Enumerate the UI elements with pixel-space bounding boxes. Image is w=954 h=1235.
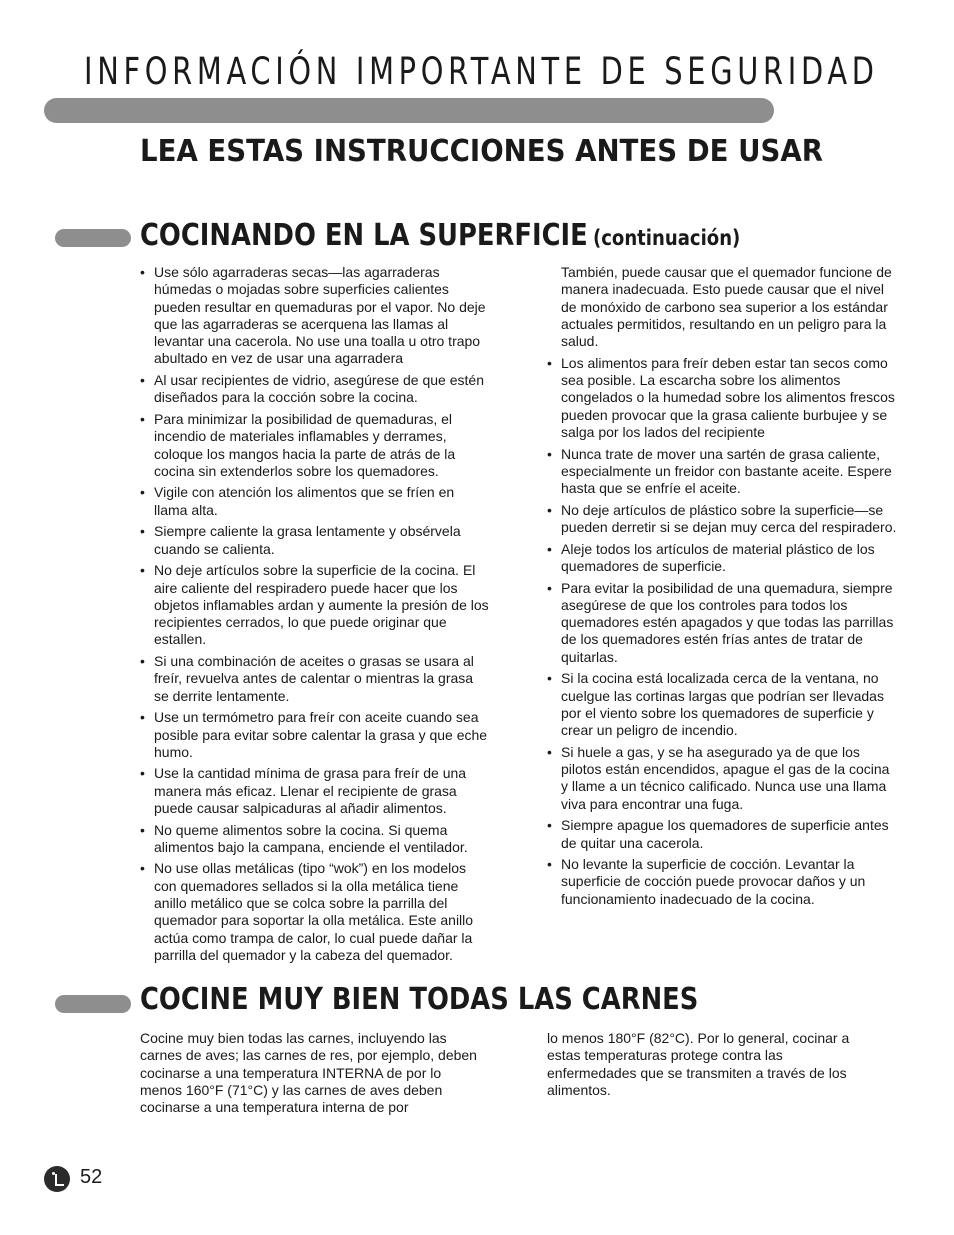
bullet-list bbox=[140, 264, 490, 964]
page-subtitle: LEA ESTAS INSTRUCCIONES ANTES DE USAR bbox=[140, 134, 823, 169]
bullet-item: • Vigile con atención los alimentos que se fríen en llama alta. bbox=[140, 484, 490, 519]
section-marker bbox=[55, 995, 131, 1013]
section2-left-column bbox=[140, 1030, 480, 1121]
bullet-item: • Si huele a gas, y se ha asegurado ya de que los pilotos están encendidos, apague el gas de la cocina y llame a un técnico calificado. Nunca use una llama viva para encontrar una fuga. bbox=[547, 744, 897, 813]
bullet-item: • No use ollas metálicas (tipo “wok”) en los modelos con quemadores sellados si la olla metálica tiene anillo metálico que se colca sobre la parrilla del quemador para soportar la olla metálica. Este anillo actúa como trampa de calor, lo cual puede dañar la parrilla del quemador y la cabeza del quemador. bbox=[140, 860, 490, 964]
section2-right-column bbox=[547, 1030, 867, 1103]
paragraph: Cocine muy bien todas las carnes, incluyendo las carnes de aves; las carnes de res, por ejemplo, deben cocinarse a una temperatura INTERNA de por lo menos 160°F (71°C) y las carnes de aves deben cocinarse a una temperatura interna de por bbox=[140, 1030, 477, 1116]
section-title-suffix: (continuación) bbox=[592, 226, 741, 250]
bullet-item: • No queme alimentos sobre la cocina. Si quema alimentos bajo la campana, enciende el ventilador. bbox=[140, 822, 490, 857]
bullet-item: • Siempre caliente la grasa lentamente y obsérvela cuando se calienta. bbox=[140, 523, 490, 558]
bullet-item: • Nunca trate de mover una sartén de grasa caliente, especialmente un freidor con bastante aceite. Espere hasta que se enfríe el aceite. bbox=[547, 446, 897, 498]
section-marker bbox=[55, 229, 131, 247]
page-title: INFORMACIÓN IMPORTANTE DE SEGURIDAD bbox=[84, 50, 879, 93]
bullet-item: • Los alimentos para freír deben estar tan secos como sea posible. La escarcha sobre los alimentos congelados o la humedad sobre los alimentos frescos pueden provocar que la grasa caliente burbujee y se salga por los lados del recipiente bbox=[547, 355, 897, 441]
bullet-item: • Para minimizar la posibilidad de quemaduras, el incendio de materiales inflamables y derrames, coloque los mangos hacia la parte de atrás de la cocina sin extenderlos sobre los quemadores. bbox=[140, 411, 490, 480]
bullet-list bbox=[547, 355, 897, 908]
section-title-meats: COCINE MUY BIEN TODAS LAS CARNES bbox=[140, 982, 699, 1017]
section1-right-column bbox=[547, 264, 897, 912]
bullet-item: • Aleje todos los artículos de material plástico de los quemadores de superficie. bbox=[547, 541, 897, 576]
bullet-item: • Use la cantidad mínima de grasa para freír de una manera más eficaz. Llenar el recipiente de grasa puede causar salpicaduras al añadir alimentos. bbox=[140, 765, 490, 817]
continuation-paragraph: También, puede causar que el quemador funcione de manera inadecuada. Esto puede causar que el nivel de monóxido de carbono sea superior a los estándar actuales permitidos, resultando en un peligro para la salud. bbox=[561, 264, 892, 350]
lg-logo-icon bbox=[44, 1166, 70, 1192]
section-title-text: COCINANDO EN LA SUPERFICIE bbox=[140, 218, 588, 253]
title-divider-bar bbox=[44, 98, 774, 123]
bullet-item: • No deje artículos sobre la superficie de la cocina. El aire caliente del respiradero puede hacer que los objetos inflamables ardan y aumente la presión de los recipientes cerrados, lo que puede originar que estallen. bbox=[140, 562, 490, 648]
page-number: 52 bbox=[80, 1166, 103, 1188]
bullet-item: • No deje artículos de plástico sobre la superficie—se pueden derretir si se dejan muy cerca del respiradero. bbox=[547, 502, 897, 537]
bullet-item: • Use sólo agarraderas secas—las agarraderas húmedas o mojadas sobre superficies calientes pueden resultar en quemaduras por el vapor. No deje que las agarraderas se acerquena las llamas al levantar una cacerola. No use una toalla u otro trapo abultado en vez de usar una agarradera bbox=[140, 264, 490, 368]
bullet-item: • No levante la superficie de cocción. Levantar la superficie de cocción puede provocar daños y un funcionamiento inadecuado de la cocina. bbox=[547, 856, 897, 908]
paragraph: lo menos 180°F (82°C). Por lo general, cocinar a estas temperaturas protege contra las enfermedades que se transmiten a través de los alimentos. bbox=[547, 1030, 850, 1098]
bullet-item: • Siempre apague los quemadores de superficie antes de quitar una cacerola. bbox=[547, 817, 897, 852]
bullet-item: • Al usar recipientes de vidrio, asegúrese de que estén diseñados para la cocción sobre la cocina. bbox=[140, 372, 490, 407]
bullet-item: • Para evitar la posibilidad de una quemadura, siempre asegúrese de que los controles para todos los quemadores estén apagados y que todas las parrillas de los quemadores estén frías antes de tratar de quitarlas. bbox=[547, 580, 897, 666]
bullet-item: • Si la cocina está localizada cerca de la ventana, no cuelgue las cortinas largas que podrían ser llevadas por el viento sobre los quemadores de superficie y crear un peligro de incendio. bbox=[547, 670, 897, 739]
bullet-item: • Use un termómetro para freír con aceite cuando sea posible para evitar sobre calentar la grasa y que eche humo. bbox=[140, 709, 490, 761]
bullet-item: • Si una combinación de aceites o grasas se usara al freír, revuelva antes de calentar o mientras la grasa se derrite lentamente. bbox=[140, 653, 490, 705]
section-title-surface-cooking bbox=[140, 218, 740, 253]
section1-left-column bbox=[140, 264, 490, 969]
